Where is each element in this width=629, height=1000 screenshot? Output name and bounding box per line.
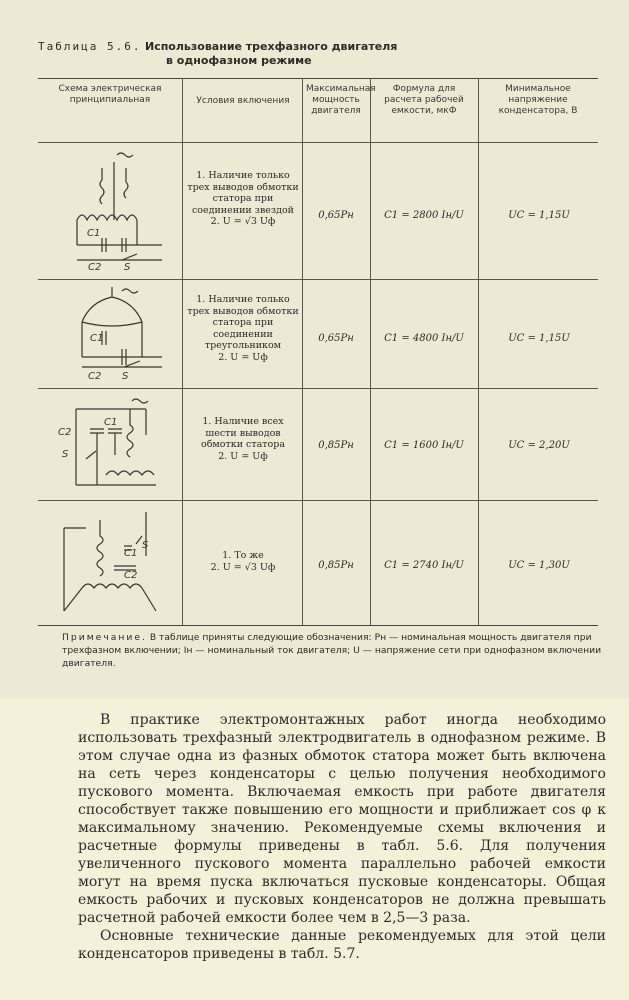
header-scheme: Схема электрическая принципиальная [58,84,162,105]
row-divider-1 [38,279,598,280]
condition-4-voltage: 2. U = √3 Uф [210,561,276,573]
schematic-label-c1: C1 [87,228,101,239]
header-power: Максимальная мощность двигателя [306,84,376,116]
col-divider-2 [302,78,303,625]
schematic-label-c2: C2 [124,570,138,581]
row-divider-3 [38,500,598,501]
condition-1-voltage: 2. U = √3 Uф [210,216,276,227]
schematic-label-c2: C2 [88,371,102,382]
col-divider-3 [370,78,371,625]
table-top-rule [38,78,598,79]
table-label: Таблица 5.6. [38,40,142,53]
condition-3-voltage: 2. U = Uф [218,450,268,462]
condition-row-2 [186,294,300,363]
formula-row-3: C1 = 1600 Iн/U [384,440,464,451]
formula-row-2: C1 = 4800 Iн/U [384,333,464,344]
schematic-six-lead-3 [56,395,174,495]
col-divider-1 [182,78,183,625]
schematic-star-1 [62,150,174,275]
col-divider-4 [478,78,479,625]
schematic-label-s: S [142,540,149,551]
condition-2-voltage: 2. U = Uф [218,351,268,363]
power-row-3: 0,85Pн [318,440,354,451]
paragraph-2: Основные технические данные рекомендуемых для этой цели конденсаторов приведены в табл. 5.7. [78,928,606,962]
schematic-label-s: S [124,262,131,273]
power-row-4: 0,85Pн [318,560,354,571]
power-row-2: 0,65Pн [318,333,354,344]
voltage-row-1: UC = 1,15U [508,210,570,221]
condition-row-1 [186,170,300,228]
condition-4-main: 1. То же [222,550,264,561]
voltage-row-2: UC = 1,15U [508,333,570,344]
table-caption [38,40,598,68]
voltage-row-3: UC = 2,20U [508,440,570,451]
header-conditions: Условия включения [196,96,290,106]
schematic-star-4 [56,506,174,621]
schematic-delta-2 [62,287,174,385]
schematic-label-c1: C1 [90,333,104,344]
condition-1-main: 1. Наличие только трех выводов обмотки статора при соединении звездой [187,170,299,216]
note-text: В таблице приняты следующие обозначения: Pн — номинальная мощность двигателя при трехфазном включении; Iн — номинальный ток двигателя; U — напряжение сети при однофазном включении двигателя. [62,632,602,669]
header-bottom-rule [38,142,598,143]
power-row-1: 0,65Pн [318,210,354,221]
schematic-label-s: S [122,371,129,382]
condition-2-main: 1. Наличие только трех выводов обмотки статора при соединении треугольником [187,294,299,351]
note-lead: Примечание. [62,632,147,643]
formula-row-4: C1 = 2740 Iн/U [384,560,464,571]
schematic-label-c2: C2 [58,427,72,438]
condition-3-main: 1. Наличие всех шести выводов обмотки статора [200,416,286,450]
table-title-line1: Использование трехфазного двигателя [144,40,398,53]
condition-row-3 [186,416,300,462]
header-formula: Формула для расчета рабочей емкости, мкФ [384,84,464,116]
header-voltage: Минимальное напряжение конденсатора, В [498,84,578,116]
schematic-label-c1: C1 [124,548,138,559]
table-note [62,631,602,670]
schematic-label-c2: C2 [88,262,102,273]
condition-row-4 [186,550,300,573]
row-divider-2 [38,388,598,389]
paragraph-1: В практике электромонтажных работ иногда необходимо использовать трехфазный электродвигатель в однофазном режиме. В этом случае одна из фазных обмоток статора может быть включена на сеть через конденсаторы с целью получения необходимого пускового момента. Включаемая емкость при работе двигателя способствует также повышению его мощности и приближает cos φ к максимальному значению. Рекомендуемые схемы включения и расчетные формулы приведены в табл. 5.6. Для получения увеличенного пускового момента параллельно рабочей емкости могут на время пуска включаться пусковые конденсаторы. Общая емкость рабочих и пусковых конденсаторов не должна превышать расчетной рабочей емкости более чем в 2,5—3 раза. [78,712,606,926]
body-text [78,711,606,963]
voltage-row-4: UC = 1,30U [508,560,570,571]
schematic-label-s: S [62,449,69,460]
formula-row-1: C1 = 2800 Iн/U [384,210,464,221]
schematic-label-c1: C1 [104,417,118,428]
table-bottom-rule [38,625,598,626]
table-title-line2: в однофазном режиме [166,54,312,67]
